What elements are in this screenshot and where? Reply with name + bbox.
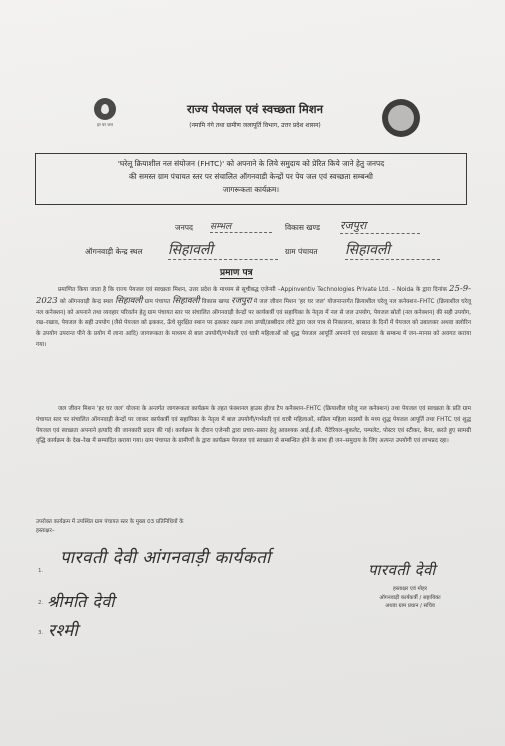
block-label: विकास खण्ड	[285, 223, 320, 232]
signature-2: श्रीमति देवी	[47, 592, 115, 611]
program-title-box	[35, 153, 467, 205]
panchayat-label: ग्राम पंचायत	[285, 247, 318, 256]
certificate-paragraph-1: प्रमाणित किया जाता है कि राज्य पेयजल एवं स्वच्छता मिशन, उत्तर प्रदेश के माध्यम से सूचीबद्ध एजेन्सी –Appinventiv Technologies Private Ltd. – Noida के द्वारा दिनांक 25-9-2023 को ऑगनवाड़ी केन्द्र स्थल सिहावली ग्राम पंचायत सिहावली विकास खण्ड रजपुरा में जल जीवन मिशन 'हर घर जल' योजनान्तर्गत क्रियाशील घरेलू नल कनेक्शन–FHTC (क्रियाशील घरेलू नल कनेक्शन) को अपनाने तथा व्यवहार परिवर्तन हेतु ग्राम पंचायत स्तर पर संचालित ऑगनवाड़ी केन्द्रों पर कार्यकर्त्री एवं सहायिका के नेतृत्व में नल से जल उपयोग, पेयजल स्रोतों (नल कनेक्शन) की सही उपयोग, रख–रखाव, पेयजल के सही उपयोग (जैसे पेयजल को ढ़ककर, ऊँचे सुरक्षित स्थान पर ढ़ककर रखना तथा डण्डी/डब्बीदार लोटे द्वारा जल पात्र से निकालना, बरसात के दिनों में पेयजल को उबालकर अथवा क्लोरिन के उपयोग उपरान्त पीने के प्रयोग में लाना आदि) जागरूकता के माध्यम से बाल उपयोगी/गर्भवती एवं धात्री महिलाओं को शुद्ध पेयजल आपूर्ति अपनाने एवं स्वच्छता के सम्बन्ध में जन–मानस को अवगत कराया गया।	[36, 284, 472, 348]
signature-1: पारवती देवी आंगनवाड़ी कार्यकर्ता	[60, 548, 271, 568]
logo-caption: हर घर जल	[97, 122, 113, 127]
har-ghar-jal-logo	[88, 98, 122, 142]
box-line-2: की समस्त ग्राम पंचायत स्तर पर संचालित ऑगनवाडी केन्द्रों पर पेय जल एवं स्वच्छता सम्बन्धी	[129, 172, 373, 181]
program-date: 25-9-2023	[36, 284, 471, 306]
signature-number-2: 2.	[38, 600, 44, 606]
box-line-1: 'घरेलू क्रियाशील नल संयोजन (FHTC)' को अपनाने के लिये समुदाय को प्रेरित किये जाने हेतु जनपद	[117, 159, 385, 168]
document-title: राज्य पेयजल एवं स्वच्छता मिशन	[187, 102, 323, 116]
panchayat-value: सिहावली	[345, 240, 440, 260]
center-label: ऑगनवाड़ी केन्द्र स्थल	[85, 247, 143, 256]
block-value: रजपुरा	[340, 218, 420, 234]
signature-3: रश्मी	[48, 621, 79, 641]
signatures-intro: उपरोक्त कार्यक्रम में उपस्थित ग्राम पंचायत स्तर के मुख्य 03 प्रतिनिधियों के हस्ताक्षर–	[36, 519, 184, 534]
signature-number-3: 3.	[38, 630, 44, 636]
para-center: सिहावली	[115, 295, 143, 306]
district-value: सम्भल	[210, 219, 272, 233]
district-label: जनपद	[175, 223, 193, 232]
anganwadi-signature: पारवती देवी	[368, 561, 436, 579]
center-value: सिहावली	[168, 240, 278, 260]
box-line-3: जागरूकता कार्यक्रम।	[222, 185, 280, 194]
certificate-paragraph-2: जल जीवन मिशन 'हर घर जल' योजना के अन्तर्गत जागरूकता कार्यक्रम के तहत फंक्शनल हाउस होल्ड टैप कनैक्शन–FHTC (क्रियाशील घरेलू नल कनेक्शन) तथा पेयजल एवं स्वच्छता के प्रति ग्राम पंचायत स्तर पर संचालित ऑगनवाड़ी केन्द्रों पर जाकर कार्यकर्त्री एवं सहायिका के नेतृत्व में बाल उपयोगी/गर्भवती एवं धात्री महिलाओं, सक्रिय महिला सदस्यों के मध्य शुद्ध पेयजल आपूर्ति तथा FHTC एवं शुद्ध पेयजल एवं स्वच्छता अपनाने इत्यादि की जानकारी प्रदान की गई। कार्यक्रम के दौरान एजेन्सी द्वारा प्रचार–प्रसार हेतु आवश्यक आई.ई.सी. मैटेरियल–बुकलेट, पम्पलेट, पोस्टर एवं स्टीकर, बैनर, करते हुए सामग्री वृद्धि कार्यक्रम के देख–रेख में सम्पादित कराया गया। ग्राम पंचायत के ग्रामीणों के द्वारा कार्यक्रम पेयजल एवं स्वच्छता से सम्बन्धित होने के साथ ही जन–समुदाय के लिए अत्यन्त उपयोगी एवं लाभप्रद रहा।	[36, 406, 471, 445]
signatory-designation: हस्ताक्षर एवं मोहर ऑगनवाड़ी कार्यकर्त्री / सहायिका अथवा ग्राम प्रधान / सचिव	[379, 586, 441, 609]
up-government-seal	[382, 99, 420, 137]
certificate-heading: प्रमाण पत्र	[220, 265, 253, 279]
document-subtitle: (नमामि गंगे तथा ग्रामीण जलापूर्ति विभाग, उत्तर प्रदेश शासन)	[189, 122, 321, 129]
para-block: रजपुरा	[231, 295, 252, 306]
water-drop-icon	[94, 98, 116, 120]
para-panchayat: सिहावली	[172, 295, 200, 306]
signature-number-1: 1.	[38, 568, 44, 574]
agency-name: –Appinventiv Technologies Private Ltd. – Noida	[277, 287, 414, 293]
